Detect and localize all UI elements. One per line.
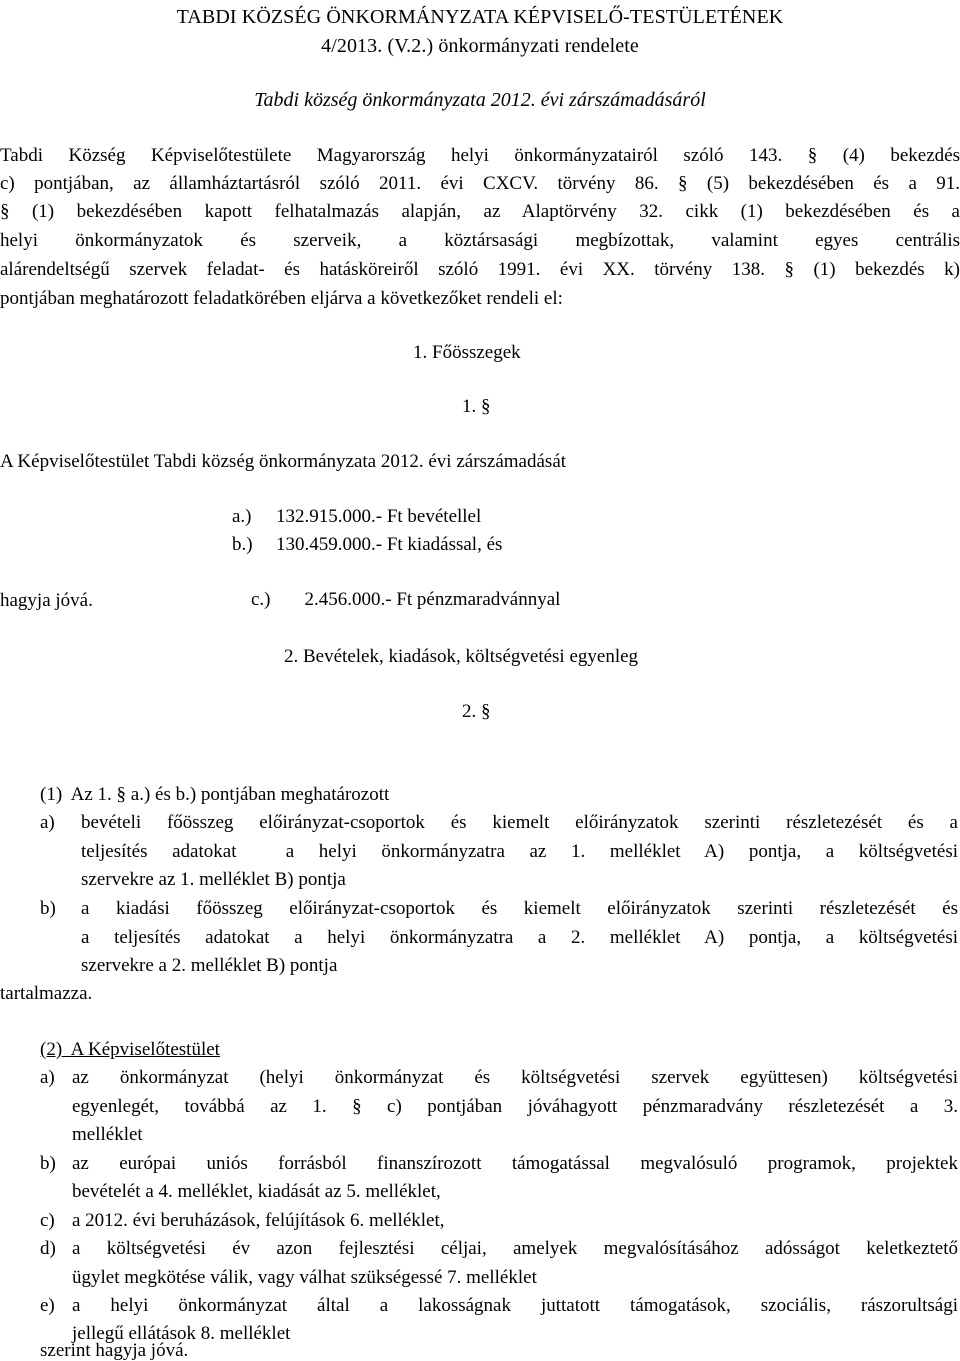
preamble-line: pontjában meghatározott feladatkörében eljárva a következőket rendeli el: xyxy=(0,288,563,309)
item-line: a költségvetési év azon fejlesztési céljai, amelyek megvalósításához adósságot keletkeztető xyxy=(72,1238,958,1259)
item-label: a) xyxy=(40,1067,55,1088)
total-item xyxy=(232,531,502,558)
paragraph-2-intro: (2) A Képviselőtestület xyxy=(40,1039,220,1060)
item-line: a teljesítés adatokat a helyi önkormányzatra a 2. melléklet A) pontja, a költségvetési xyxy=(81,927,958,948)
item-line: a kiadási főösszeg előirányzat-csoportok és kiemelt előirányzatok szerinti részletezését és xyxy=(81,898,958,919)
total-item-label: c.) xyxy=(251,589,271,610)
section-1-heading: 1. Főösszegek xyxy=(413,342,521,363)
item-label: b) xyxy=(40,898,56,919)
preamble-line: helyi önkormányzatok és szerveik, a köztársasági megbízottak, valamint egyes centrális xyxy=(0,230,960,251)
total-item-label: a.) xyxy=(232,506,252,527)
section-2-heading: 2. Bevételek, kiadások, költségvetési egyenleg xyxy=(284,646,639,667)
total-item-text: 132.915.000.- Ft bevétellel xyxy=(276,506,482,527)
item-line: teljesítés adatokat a helyi önkormányzatra az 1. melléklet A) pontja, a költségvetési xyxy=(81,841,958,862)
paragraph-1-closing: tartalmazza. xyxy=(0,983,93,1004)
total-item-text: 2.456.000.- Ft pénzmaradvánnyal xyxy=(295,589,561,610)
item-label: a) xyxy=(40,812,55,833)
preamble-line: § (1) bekezdésében kapott felhatalmazás alapján, az Alaptörvény 32. cikk (1) bekezdésében és a xyxy=(0,201,960,222)
paragraph-1-intro: (1) Az 1. § a.) és b.) pontjában meghatározott xyxy=(40,784,390,805)
preamble-line: alárendeltségű szervek feladat- és hatásköreiről szóló 1991. évi XX. törvény 138. § (1) bekezdés k) xyxy=(0,259,960,280)
item-label: e) xyxy=(40,1295,55,1316)
total-item-text: 130.459.000.- Ft kiadással, és xyxy=(276,534,503,555)
item-line: bevételi főösszeg előirányzat-csoportok és kiemelt előirányzatok szerinti részletezését és a xyxy=(81,812,958,833)
preamble-line: Tabdi Község Képviselőtestülete Magyarország helyi önkormányzatairól szóló 143. § (4) bekezdés xyxy=(0,145,960,166)
item-label: d) xyxy=(40,1238,56,1259)
preamble-line: c) pontjában, az államháztartásról szóló 2011. évi CXCV. törvény 86. § (5) bekezdésében és a 91. xyxy=(0,173,960,194)
section-1-paragraph-number: 1. § xyxy=(462,396,491,417)
item-line: az önkormányzat (helyi önkormányzat és költségvetési szervek együttesen) költségvetési xyxy=(72,1067,958,1088)
item-line: jellegű ellátások 8. melléklet xyxy=(72,1323,291,1344)
item-line: a helyi önkormányzat által a lakosságnak juttatott támogatások, szociális, rászorultsági xyxy=(72,1295,958,1316)
item-line: egyenlegét, továbbá az 1. § c) pontjában jóváhagyott pénzmaradvány részletezését a 3. xyxy=(72,1096,958,1117)
item-line: a 2012. évi beruházások, felújítások 6. melléklet, xyxy=(72,1210,445,1231)
section-1-intro: A Képviselőtestület Tabdi község önkormányzata 2012. évi zárszámadását xyxy=(0,451,567,472)
subtitle: Tabdi község önkormányzata 2012. évi zárszámadásáról xyxy=(254,89,706,111)
item-line: az európai uniós forrásból finanszírozott támogatással megvalósuló programok, projektek xyxy=(72,1153,958,1174)
item-label: b) xyxy=(40,1153,56,1174)
section-2-paragraph-number: 2. § xyxy=(462,701,491,722)
item-line: szervekre a 2. melléklet B) pontja xyxy=(81,955,338,976)
section-1-closing: hagyja jóvá. xyxy=(0,590,93,611)
item-line: melléklet xyxy=(72,1124,143,1145)
item-label: c) xyxy=(40,1210,55,1231)
total-item xyxy=(232,503,481,530)
item-line: ügylet megkötése válik, vagy válhat szükségessé 7. melléklet xyxy=(72,1267,537,1288)
title-line-2: 4/2013. (V.2.) önkormányzati rendelete xyxy=(321,35,639,57)
item-line: szervekre az 1. melléklet B) pontja xyxy=(81,869,346,890)
total-item xyxy=(232,559,560,640)
title-line-1: TABDI KÖZSÉG ÖNKORMÁNYZATA KÉPVISELŐ-TESTÜLETÉNEK xyxy=(176,6,784,28)
paragraph-2-closing: szerint hagyja jóvá. xyxy=(40,1340,189,1361)
item-line: bevételét a 4. melléklet, kiadását az 5. melléklet, xyxy=(72,1181,441,1202)
total-item-label: b.) xyxy=(232,534,253,555)
